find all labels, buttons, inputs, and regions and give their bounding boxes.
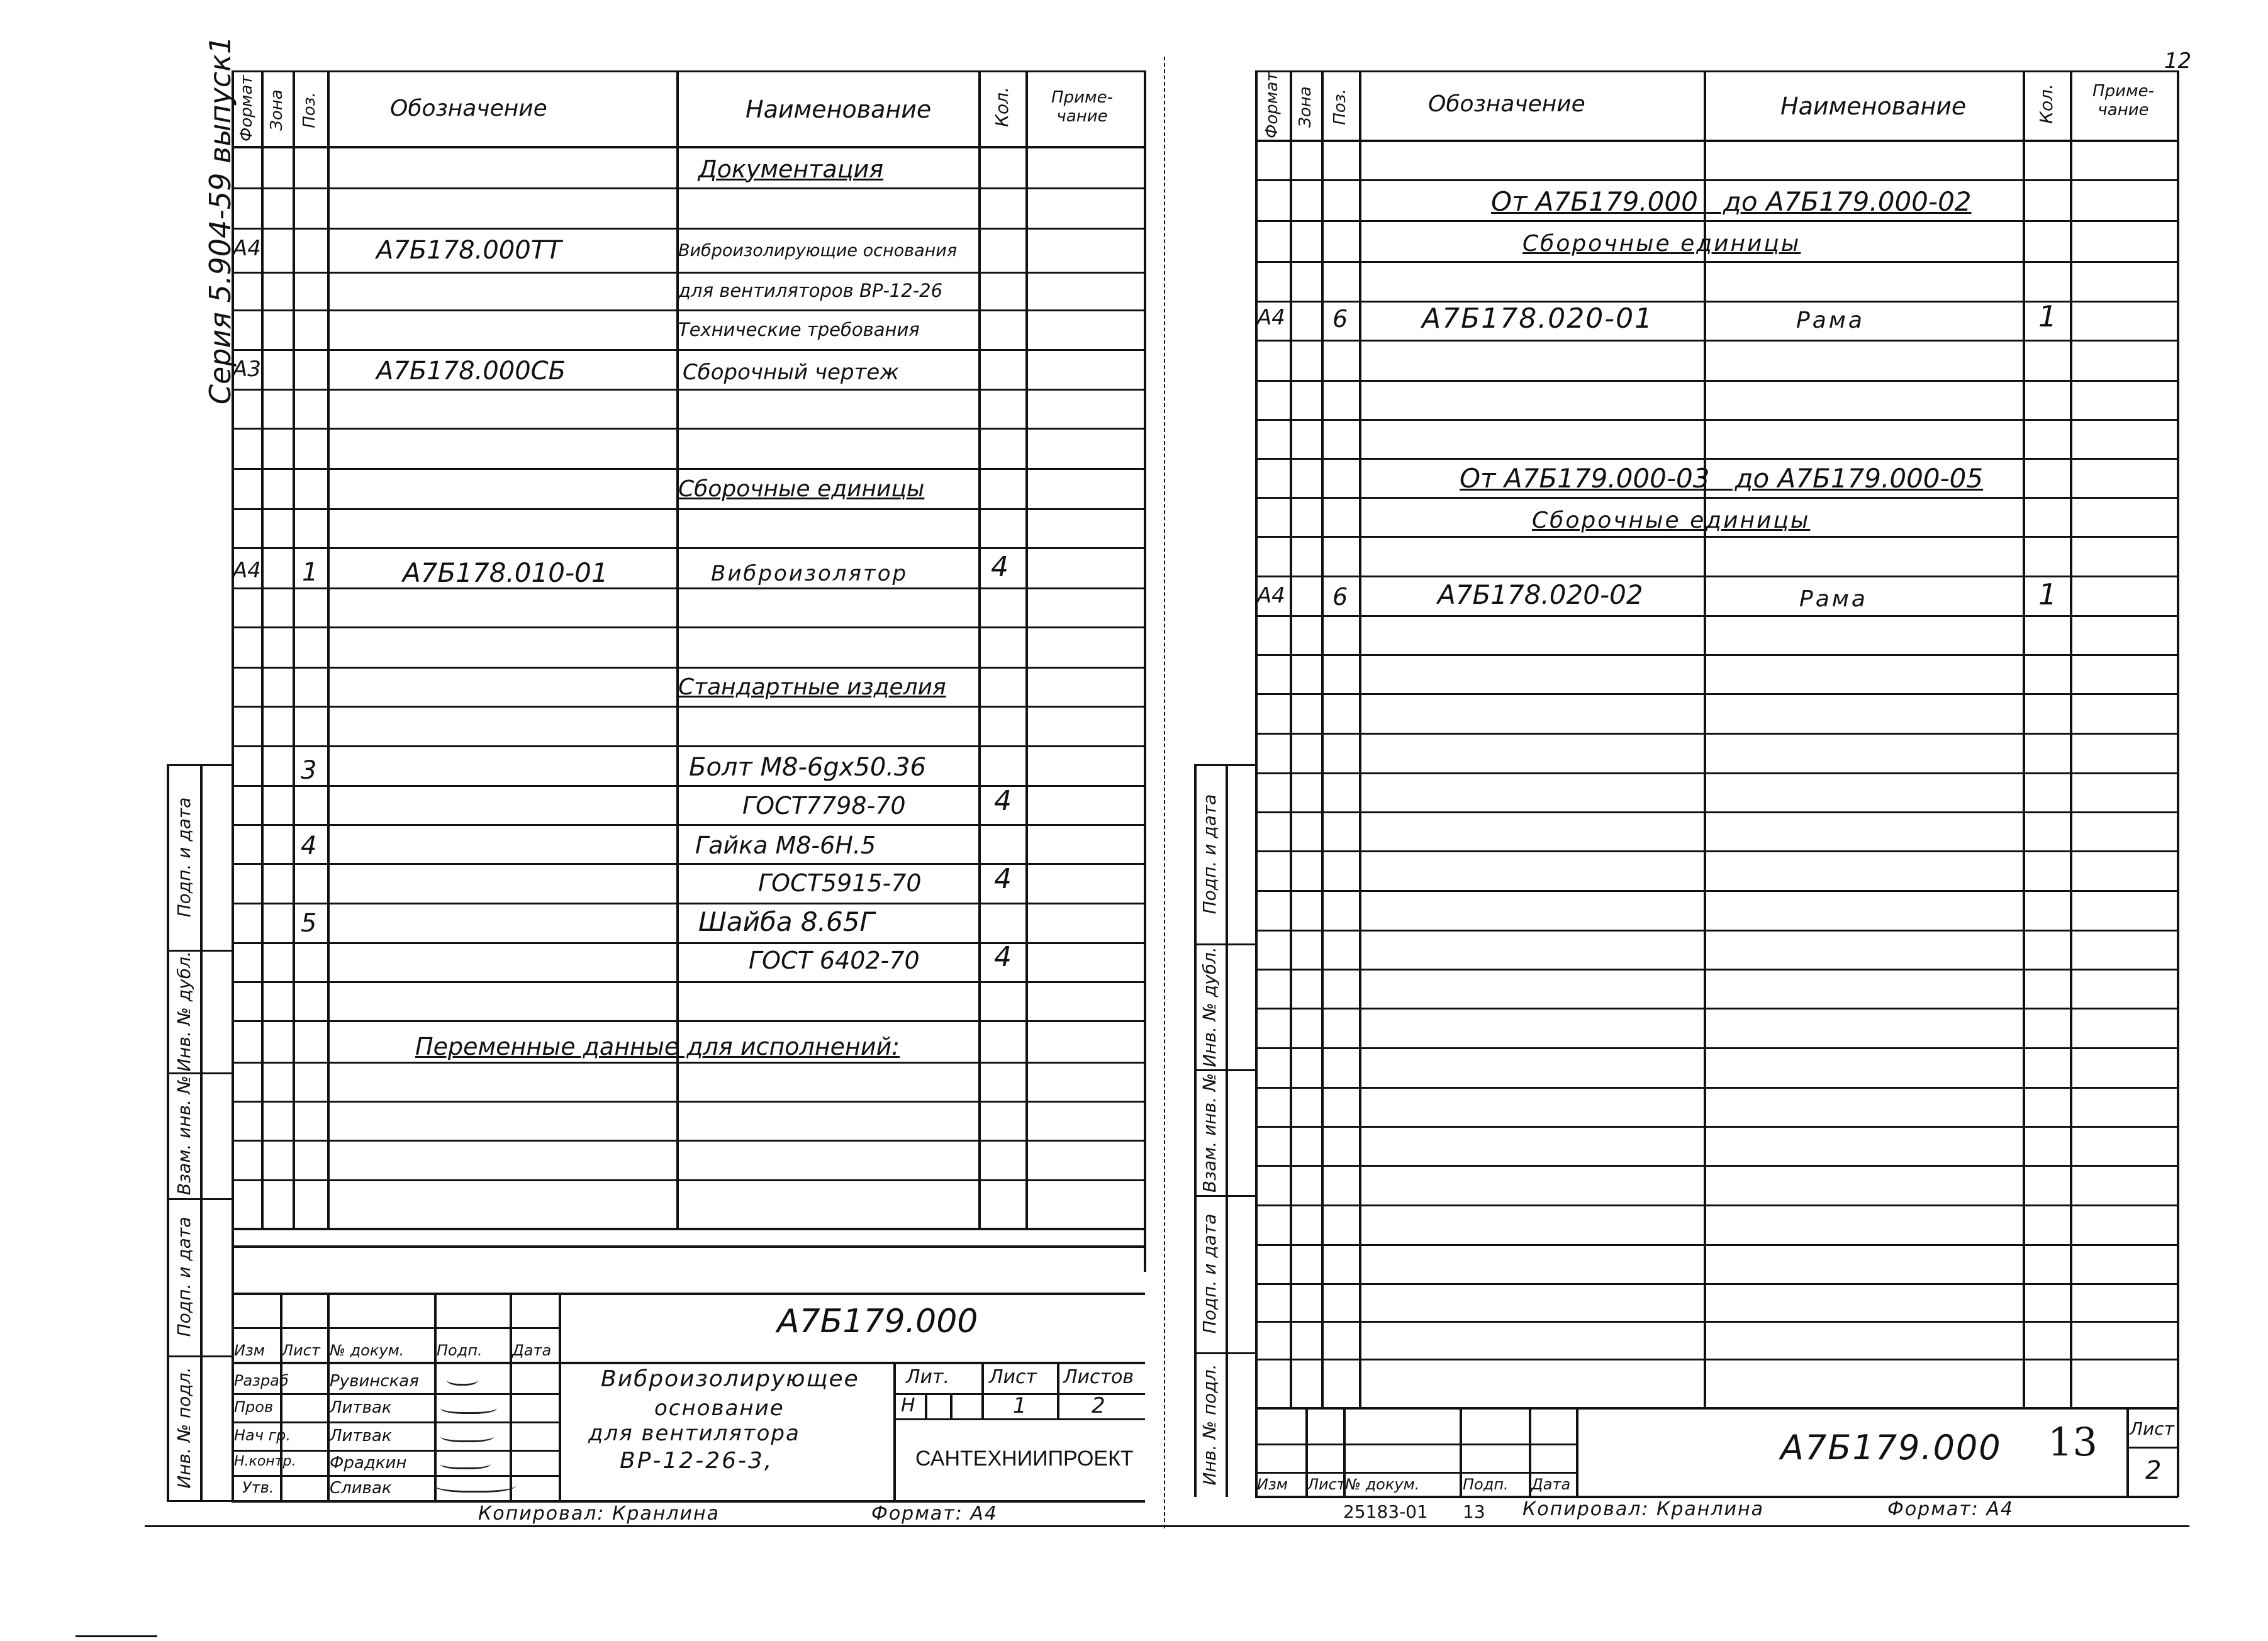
row-name: Рама (1796, 308, 1865, 333)
section-assembly-units: Сборочные единицы (1522, 231, 1801, 257)
copied-by: Копировал: Кранлина (1522, 1498, 1765, 1520)
tb-col-header: № докум. (1345, 1476, 1420, 1493)
sheet-format: Формат: А4 (1887, 1498, 2014, 1520)
row-designation: А7Б178.020-02 (1438, 579, 1643, 610)
tb-person: Фрадкин (330, 1454, 407, 1472)
section-variable-data: Переменные данные для исполнений: (415, 1033, 900, 1060)
header-zone: Зона (1296, 86, 1315, 128)
range-heading: От А7Б179.000 до А7Б179.000-02 (1491, 186, 1972, 217)
margin-label: Инв. № дубл. (1199, 947, 1220, 1067)
row-format: А4 (1257, 583, 1285, 608)
tb-role: Н.контр. (234, 1454, 296, 1469)
margin-label: Подп. и дата (1199, 1213, 1220, 1334)
tb-col-header: Подп. (1463, 1476, 1509, 1493)
row-pos: 6 (1332, 305, 1348, 333)
tb-lit-label: Лит. (906, 1366, 950, 1388)
tb-col-header: № докум. (330, 1342, 405, 1359)
tb-col-header: Дата (512, 1342, 552, 1359)
row-name: ГОСТ 6402-70 (749, 947, 920, 974)
row-name: Гайка М8-6Н.5 (695, 832, 876, 859)
header-note: Приме-чание (1051, 88, 1113, 126)
row-pos: 4 (301, 832, 317, 860)
tb-organization: САНТЕХНИИПРОЕКТ (915, 1447, 1134, 1471)
tb-person: Рувинская (330, 1372, 419, 1391)
tb-sheet-label: Лист (989, 1366, 1037, 1388)
signature (440, 1399, 497, 1414)
header-format: Формат (1263, 72, 1282, 138)
row-format: А4 (233, 558, 261, 583)
row-name: для вентиляторов ВР-12-26 (678, 280, 943, 301)
copied-by: Копировал: Кранлина (478, 1503, 720, 1525)
header-qty: Кол. (992, 87, 1012, 127)
tb-col-header: Изм (234, 1342, 265, 1359)
section-documentation: Документация (698, 155, 884, 183)
tb-sheets-label: Листов (1063, 1366, 1134, 1388)
header-name: Наименование (746, 96, 932, 123)
header-qty: Кол. (2036, 84, 2057, 124)
header-zone: Зона (267, 89, 286, 131)
tb-col-header: Подп. (437, 1342, 483, 1359)
margin-label: Инв. № дубл. (174, 951, 194, 1072)
margin-label: Инв. № подл. (174, 1367, 194, 1489)
row-name: Рама (1799, 586, 1868, 612)
sheet-format: Формат: А4 (871, 1503, 998, 1525)
tb-sheet-value: 2 (2145, 1456, 2162, 1485)
tb-col-header: Изм (1257, 1476, 1288, 1493)
row-qty: 4 (994, 785, 1012, 817)
page-corner: 12 (2164, 48, 2192, 74)
row-qty: 4 (991, 551, 1008, 583)
row-pos: 1 (302, 558, 318, 587)
row-name: Технические требования (678, 319, 920, 340)
row-qty: 1 (2038, 577, 2057, 611)
tb-sheets-value: 2 (1092, 1393, 1105, 1418)
row-name: Шайба 8.65Г (698, 906, 874, 937)
header-pos: Поз. (1331, 89, 1349, 125)
title-code: А7Б179.000 (777, 1303, 978, 1340)
row-format: А4 (1257, 305, 1285, 330)
tb-role: Нач гр. (234, 1427, 291, 1444)
signature (440, 1456, 491, 1469)
row-designation: А7Б178.000СБ (376, 357, 566, 386)
tb-sheet-value: 1 (1013, 1393, 1027, 1418)
row-pos: 6 (1332, 583, 1348, 611)
series-label: Серия 5.904-59 выпуск1 (203, 35, 237, 405)
margin-label: Взам. инв. № (174, 1075, 194, 1196)
row-qty: 4 (994, 941, 1012, 973)
title-code: А7Б179.000 (1780, 1428, 2002, 1467)
signature (447, 1371, 478, 1386)
tb-col-header: Лист (1307, 1476, 1346, 1493)
row-qty: 1 (2038, 299, 2057, 333)
section-standard-items: Стандартные изделия (678, 674, 946, 700)
row-designation: А7Б178.020-01 (1422, 303, 1654, 335)
tb-sheet-label: Лист (2130, 1418, 2174, 1439)
section-assembly-units: Сборочные единицы (678, 476, 925, 502)
archive-stamp-page: 13 (1463, 1501, 1485, 1522)
tb-role: Утв. (242, 1479, 274, 1496)
tb-title-line: основание (654, 1396, 785, 1421)
row-format: А4 (233, 236, 261, 261)
signature (440, 1428, 494, 1442)
row-name: Виброизолирующие основания (678, 241, 958, 260)
tb-title-line: Виброизолирующее (601, 1366, 859, 1392)
row-qty: 4 (994, 863, 1012, 895)
margin-label: Подп. и дата (1199, 794, 1220, 915)
margin-label: Подп. и дата (174, 1216, 194, 1337)
header-pos: Поз. (300, 92, 319, 128)
row-format: А3 (233, 357, 261, 382)
range-heading: От А7Б179.000-03 до А7Б179.000-05 (1460, 463, 1984, 494)
tb-col-header: Лист (282, 1342, 320, 1359)
row-name: ГОСТ7798-70 (742, 792, 906, 820)
tb-person: Литвак (330, 1398, 392, 1417)
tb-person: Сливак (330, 1479, 392, 1498)
handwritten-number: 13 (2048, 1419, 2098, 1465)
archive-stamp: 25183-01 (1343, 1501, 1428, 1522)
tb-lit-value: Н (901, 1394, 915, 1416)
margin-label: Взам. инв. № (1199, 1072, 1220, 1193)
row-pos: 5 (301, 909, 317, 938)
row-name: ГОСТ5915-70 (758, 869, 922, 897)
header-note: Приме-чание (2092, 82, 2154, 120)
header-designation: Обозначение (1428, 91, 1585, 117)
row-name: Сборочный чертеж (683, 360, 899, 385)
tb-role: Разраб (234, 1372, 289, 1389)
header-name: Наименование (1780, 92, 1967, 120)
tb-title-line: для вентилятора (588, 1421, 800, 1446)
row-designation: А7Б178.000ТТ (376, 236, 562, 265)
row-designation: А7Б178.010-01 (403, 557, 608, 588)
margin-label: Инв. № подл. (1199, 1364, 1220, 1486)
row-pos: 3 (301, 756, 317, 785)
row-name: Болт М8-6gx50.36 (689, 753, 926, 782)
signature (434, 1475, 516, 1493)
row-name: Виброизолятор (711, 561, 908, 586)
tb-col-header: Дата (1531, 1476, 1571, 1493)
margin-label: Подп. и дата (174, 797, 194, 918)
header-designation: Обозначение (390, 96, 547, 121)
tb-person: Литвак (330, 1427, 392, 1445)
tb-title-line: ВР-12-26-3, (620, 1448, 774, 1474)
section-assembly-units: Сборочные единицы (1532, 508, 1811, 533)
tb-role: Пров (234, 1398, 274, 1416)
header-format: Формат (237, 75, 256, 142)
